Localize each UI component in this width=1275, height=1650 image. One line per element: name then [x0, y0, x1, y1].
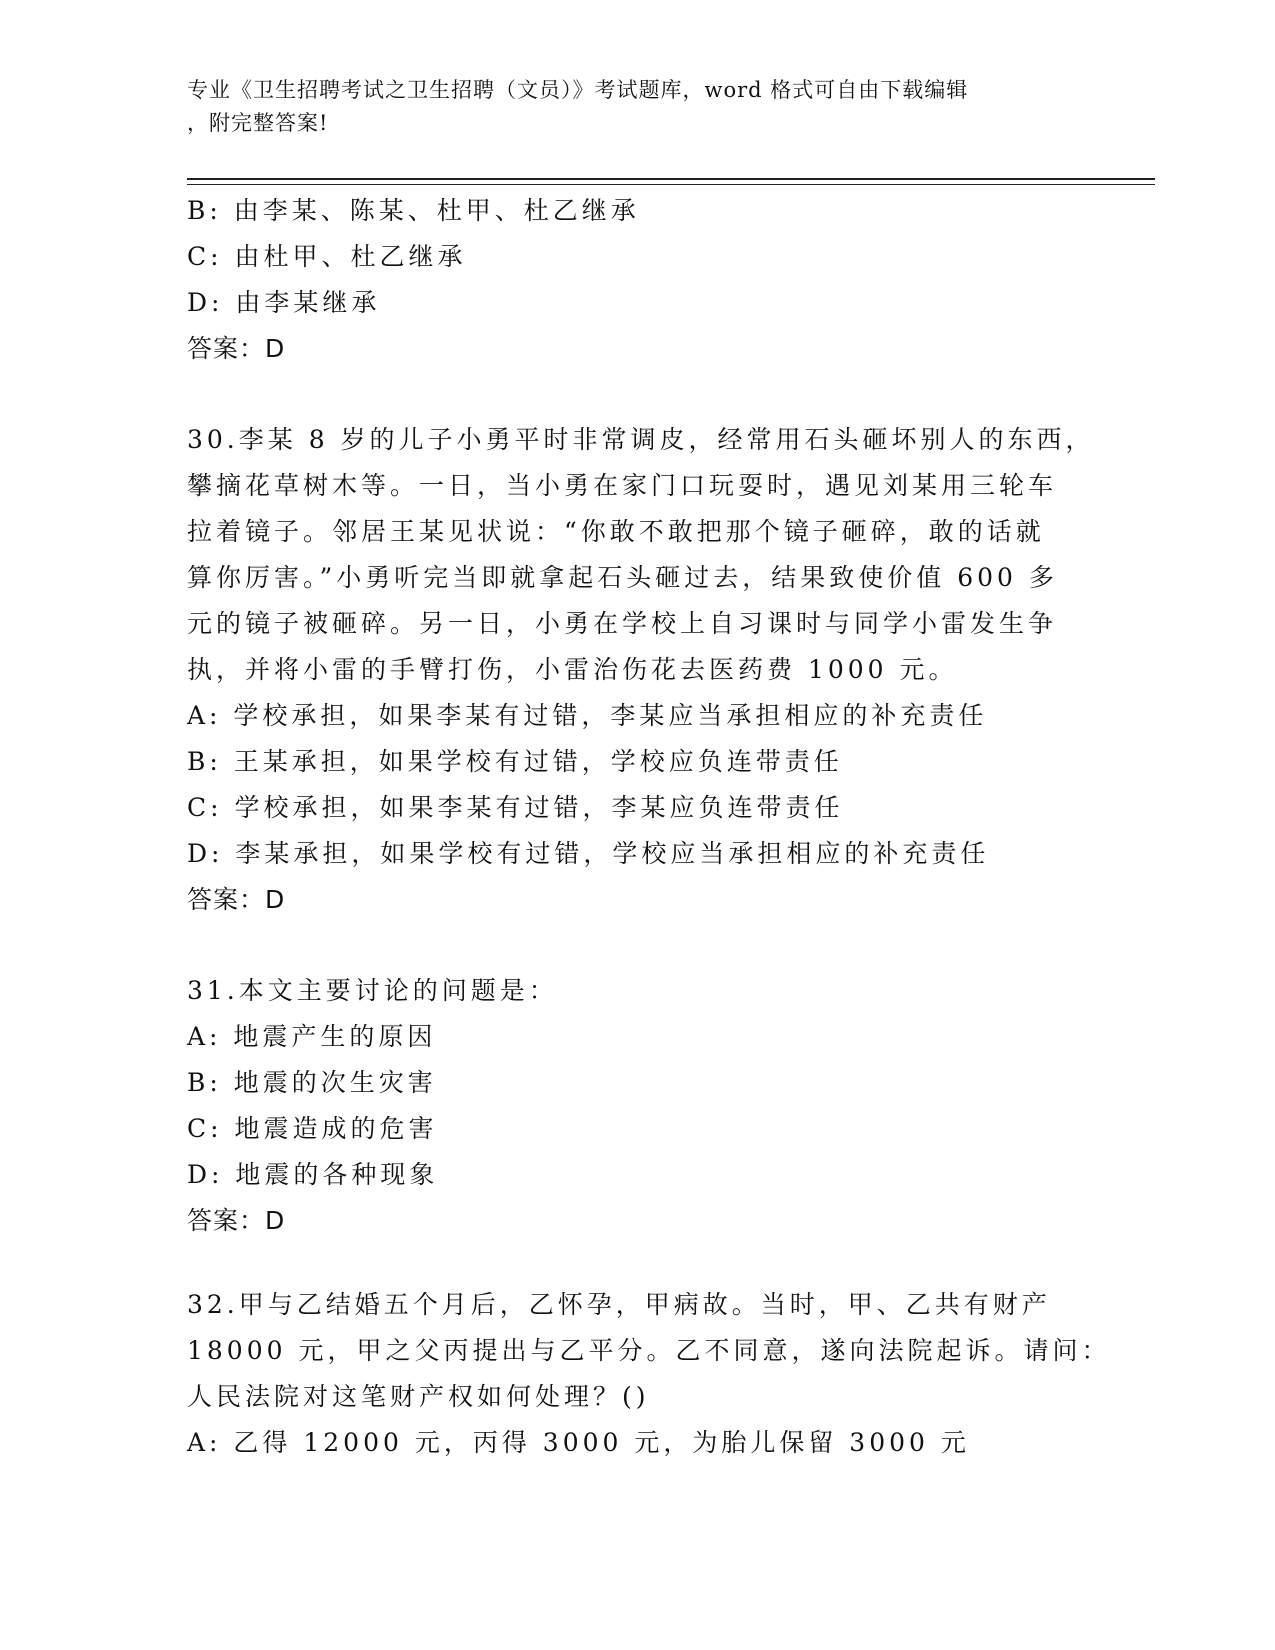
- q30-stem-line: 攀摘花草树木等。一日，当小勇在家门口玩耍时，遇见刘某用三轮车: [187, 471, 1058, 500]
- q29-option-b: B: 由李某、陈某、杜甲、杜乙继承: [187, 196, 640, 225]
- q30-option-d: D: 李某承担，如果学校有过错，学校应当承担相应的补充责任: [187, 839, 990, 868]
- q31-option-d: D: 地震的各种现象: [187, 1160, 439, 1189]
- q30-option-b: B: 王某承担，如果学校有过错，学校应负连带责任: [187, 747, 843, 776]
- q31-option-b: B: 地震的次生灾害: [187, 1068, 437, 1097]
- header-line-2: ，附完整答案!: [187, 111, 329, 135]
- q30-stem-line: 拉着镜子。邻居王某见状说：“你敢不敢把那个镜子砸碎，敢的话就: [187, 517, 1045, 546]
- q32-stem-line: 18000 元，甲之父丙提出与乙平分。乙不同意，遂向法院起诉。请问：: [187, 1336, 1111, 1365]
- q31-answer: 答案：D: [187, 1206, 286, 1235]
- q29-option-c: C: 由杜甲、杜乙继承: [187, 242, 467, 271]
- q32-stem-line: 人民法院对这笔财产权如何处理？(): [187, 1382, 650, 1411]
- q31-stem: 31.本文主要讨论的问题是：: [187, 976, 558, 1005]
- q30-stem-line: 30.李某 8 岁的儿子小勇平时非常调皮，经常用石头砸坏别人的东西，: [187, 425, 1095, 454]
- question-content: [187, 188, 1111, 1466]
- q30-option-c: C: 学校承担，如果李某有过错，李某应负连带责任: [187, 793, 844, 822]
- q32-option-a: A: 乙得 12000 元，丙得 3000 元，为胎儿保留 3000 元: [187, 1428, 970, 1457]
- question-32-block: [187, 1282, 1111, 1466]
- q30-stem-line: 算你厉害。”小勇听完当即就拿起石头砸过去，结果致使价值 600 多: [187, 563, 1058, 592]
- header-line-1: 专业《卫生招聘考试之卫生招聘（文员）》考试题库，word 格式可自由下载编辑: [187, 78, 969, 102]
- q29-option-d: D: 由李某继承: [187, 288, 381, 317]
- q30-stem-line: 元的镜子被砸碎。另一日，小勇在学校上自习课时与同学小雷发生争: [187, 609, 1058, 638]
- question-30-block: [187, 417, 1095, 923]
- q30-stem-line: 执，并将小雷的手臂打伤，小雷治伤花去医药费 1000 元。: [187, 655, 958, 684]
- document-header: [187, 74, 1087, 140]
- header-divider-thin: [187, 184, 1155, 185]
- q30-answer: 答案：D: [187, 885, 286, 914]
- q30-option-a: A: 学校承担，如果李某有过错，李某应当承担相应的补充责任: [187, 701, 988, 730]
- q31-option-c: C: 地震造成的危害: [187, 1114, 438, 1143]
- question-29-block: [187, 188, 1087, 372]
- header-divider-thick: [187, 178, 1155, 180]
- q32-stem-line: 32.甲与乙结婚五个月后，乙怀孕，甲病故。当时，甲、乙共有财产: [187, 1290, 1051, 1319]
- question-31-block: [187, 968, 1087, 1244]
- q31-option-a: A: 地震产生的原因: [187, 1022, 437, 1051]
- q29-answer: 答案：D: [187, 334, 286, 363]
